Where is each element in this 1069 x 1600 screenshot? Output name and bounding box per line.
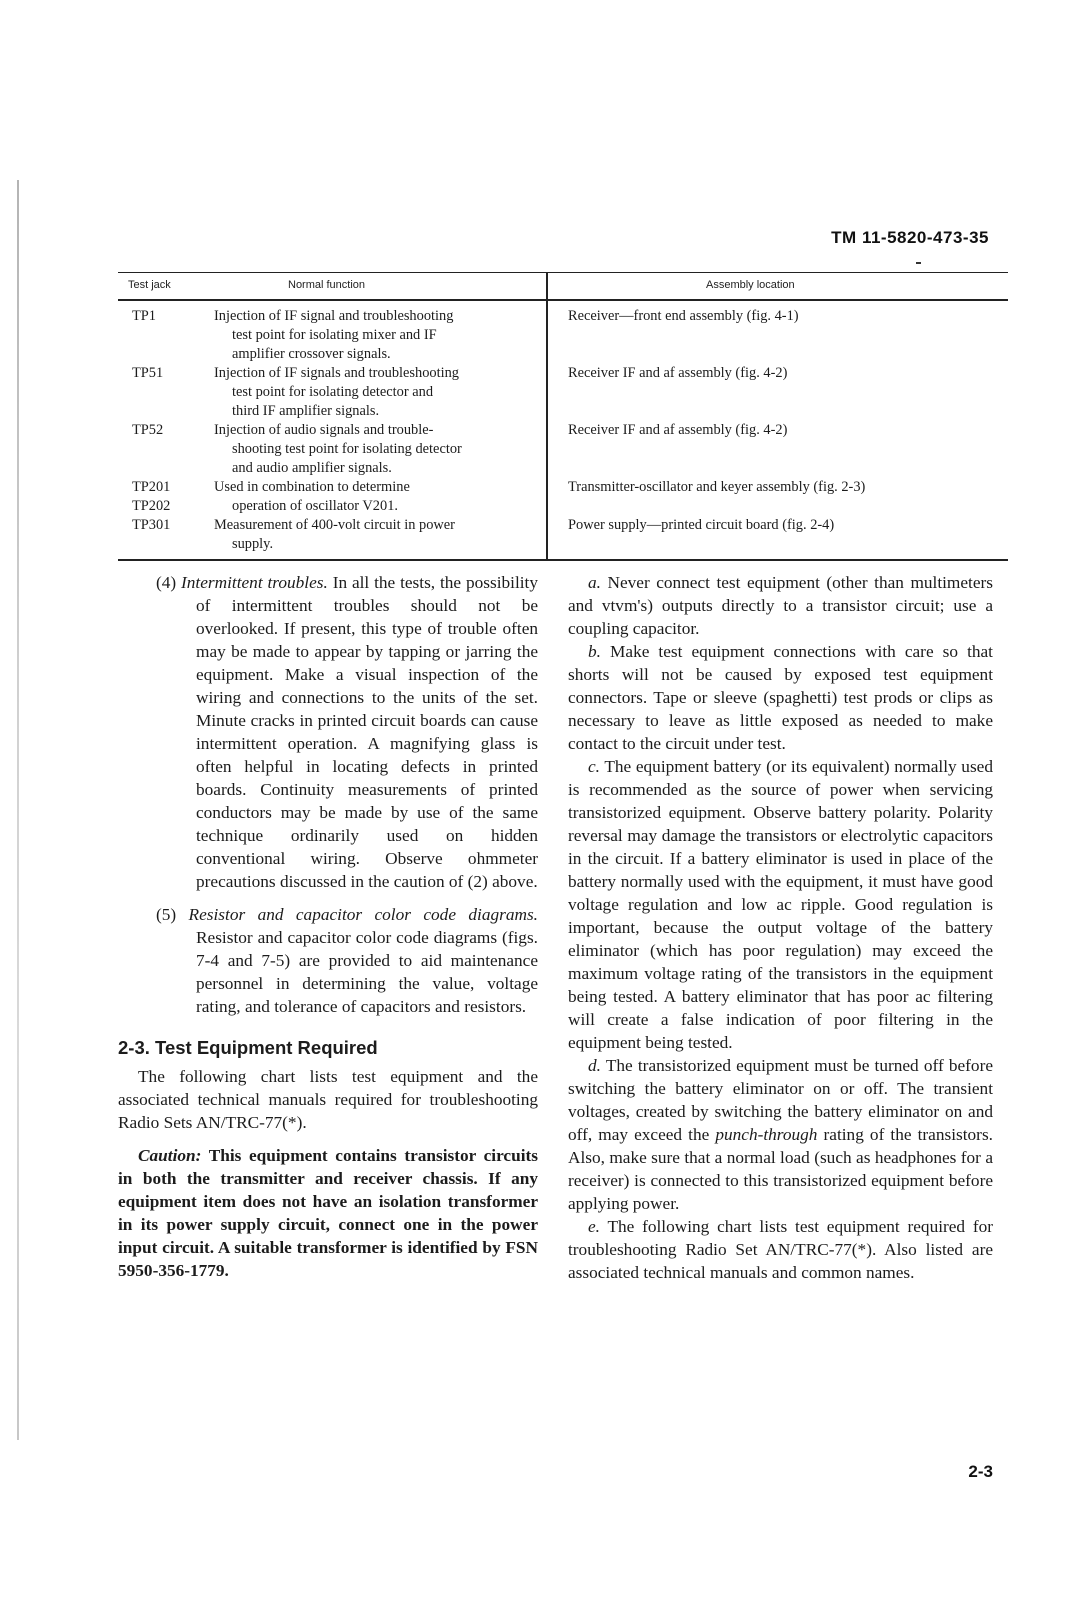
location-cell: Receiver IF and af assembly (fig. 4-2) — [568, 422, 788, 438]
right-column — [568, 571, 993, 1284]
header-test-jack: Test jack — [128, 279, 171, 291]
caution-label: Caution: — [138, 1146, 202, 1165]
left-column — [118, 571, 538, 1292]
function-cell — [214, 307, 544, 364]
item-text: In all the tests, the possibility of intermittent troubles should not be overlooked. If present, this type of trouble often may be made to appear by tapping or jarring the equipment. Make a visual inspection of the wiring and connections to the units of the set. Minute cracks in printed circuit boards can cause intermittent operation. A magnifying glass is often helpful in locating defects in printed boards. Continuity measurements of printed conductors may be made by use of the same technique ordinarily used on hidden conventional wiring. Observe ohmmeter precautions discussed in the caution of (2) above. — [196, 573, 538, 891]
paragraph-text: The following chart lists test equipment required for troubleshooting Radio Set AN/TRC-77(*). Also listed are associated technical manuals and common names. — [568, 1217, 993, 1282]
jack-cell: TP52 — [132, 422, 164, 438]
location-cell: Receiver—front end assembly (fig. 4-1) — [568, 308, 799, 324]
function-line: test point for isolating mixer and IF — [232, 327, 437, 343]
function-line: test point for isolating detector and — [232, 384, 434, 400]
function-line: third IF amplifier signals. — [232, 403, 380, 419]
table-header — [118, 272, 1008, 301]
paragraph-e — [568, 1215, 993, 1284]
jack-cell: TP201 — [132, 479, 171, 495]
column-divider — [546, 273, 548, 561]
paragraph-text: Never connect test equipment (other than multimeters and vtvm's) outputs directly to a transistor circuit; use a coupling capacitor. — [568, 573, 993, 638]
item-number: (4) — [156, 573, 177, 592]
item-title: Resistor and capacitor color code diagrams. — [188, 905, 538, 924]
location-cell: Power supply—printed circuit board (fig. 2-4) — [568, 517, 835, 533]
margin-scan-line — [17, 180, 19, 1440]
function-line: amplifier crossover signals. — [232, 346, 391, 362]
function-line: Injection of IF signals and troubleshooting — [214, 365, 460, 381]
function-line: Injection of audio signals and trouble- — [214, 422, 434, 438]
function-line: operation of oscillator V201. — [232, 498, 398, 514]
item-text: Resistor and capacitor color code diagrams (figs. 7-4 and 7-5) are provided to aid maintenance personnel in determining the value, voltage rating, and tolerance of capacitors and resistors. — [196, 928, 538, 1016]
function-cell — [214, 421, 544, 478]
header-normal-function: Normal function — [288, 279, 366, 291]
paragraph-text: The equipment battery (or its equivalent) normally used is recommended as the source of power when servicing transistorized equipment. Observe battery polarity. Polarity reversal may damage the transistors or electrolytic capacitors in the circuit. If a battery eliminator is used in place of the battery normally used with the equipment, it must have good voltage regulation and low ac ripple. Good regulation is important, because the output voltage of the battery eliminator (which has poor regulation) may exceed the maximum voltage rating of the transistors in the equipment being tested. A battery eliminator that has poor ac filtering will create a false indication of poor filtering in the equipment being tested. — [568, 757, 993, 1052]
item-title: Intermittent troubles. — [181, 573, 328, 592]
subparagraph-5 — [156, 903, 538, 1018]
section-paragraph: The following chart lists test equipment and the associated technical manuals required for troubleshooting Radio Sets AN/TRC-77(*). — [118, 1067, 538, 1132]
function-line: and audio amplifier signals. — [232, 460, 392, 476]
function-line: Measurement of 400-volt circuit in power — [214, 517, 455, 533]
caution-paragraph — [118, 1144, 538, 1282]
paragraph-label: e. — [588, 1217, 600, 1236]
function-cell — [214, 478, 544, 516]
function-cell — [214, 516, 544, 554]
function-line: supply. — [232, 536, 274, 552]
caution-text: This equipment contains transistor circuits in both the transmitter and receiver chassis. If any equipment item does not have an isolation transformer in its power supply circuit, connect one in the power input circuit. A suitable transformer is identified by FSN 5950-356-1779. — [118, 1146, 538, 1280]
paragraph-c — [568, 755, 993, 1054]
location-cell: Receiver IF and af assembly (fig. 4-2) — [568, 365, 788, 381]
italic-term: punch-through — [715, 1125, 818, 1144]
function-line: Injection of IF signal and troubleshooting — [214, 308, 454, 324]
paragraph-text: The transistorized equipment must be turned off before switching the battery eliminator on or off. The transient voltages, created by switching the battery eliminator on and off, may exceed the — [568, 1056, 993, 1144]
item-number: (5) — [156, 905, 177, 924]
jack-cell: TP51 — [132, 365, 164, 381]
test-jack-table — [118, 272, 1008, 561]
header-assembly-location: Assembly location — [706, 279, 795, 291]
stray-mark — [916, 262, 921, 264]
paragraph-text: rating of the transistors. Also, make sure that a normal load (such as headphones for a receiver) is connected to this transistorized equipment before applying power. — [568, 1125, 993, 1213]
paragraph-label: a. — [588, 573, 601, 592]
jack-cell: TP1 — [132, 308, 156, 324]
location-cell: Transmitter-oscillator and keyer assembly (fig. 2-3) — [568, 479, 866, 495]
table-body — [118, 301, 1008, 561]
paragraph-label: b. — [588, 642, 601, 661]
paragraph-a — [568, 571, 993, 640]
page-number: 2-3 — [968, 1462, 993, 1481]
function-line: Used in combination to determine — [214, 479, 410, 495]
document-id: TM 11-5820-473-35 — [831, 228, 989, 247]
paragraph-b — [568, 640, 993, 755]
paragraph-label: d. — [588, 1056, 601, 1075]
jack-cell: TP202 — [132, 498, 171, 514]
function-line: shooting test point for isolating detector — [232, 441, 462, 457]
jack-cell: TP301 — [132, 517, 171, 533]
subparagraph-4 — [156, 571, 538, 893]
paragraph-label: c. — [588, 757, 600, 776]
paragraph-text: Make test equipment connections with care so that shorts will not be caused by exposed test equipment connectors. Tape or sleeve (spaghetti) test prods or clips as necessary to leave as little exposed as needed to make contact to the circuit under test. — [568, 642, 993, 753]
section-heading: 2-3. Test Equipment Required — [118, 1037, 378, 1058]
paragraph-d — [568, 1054, 993, 1215]
function-cell — [214, 364, 544, 421]
